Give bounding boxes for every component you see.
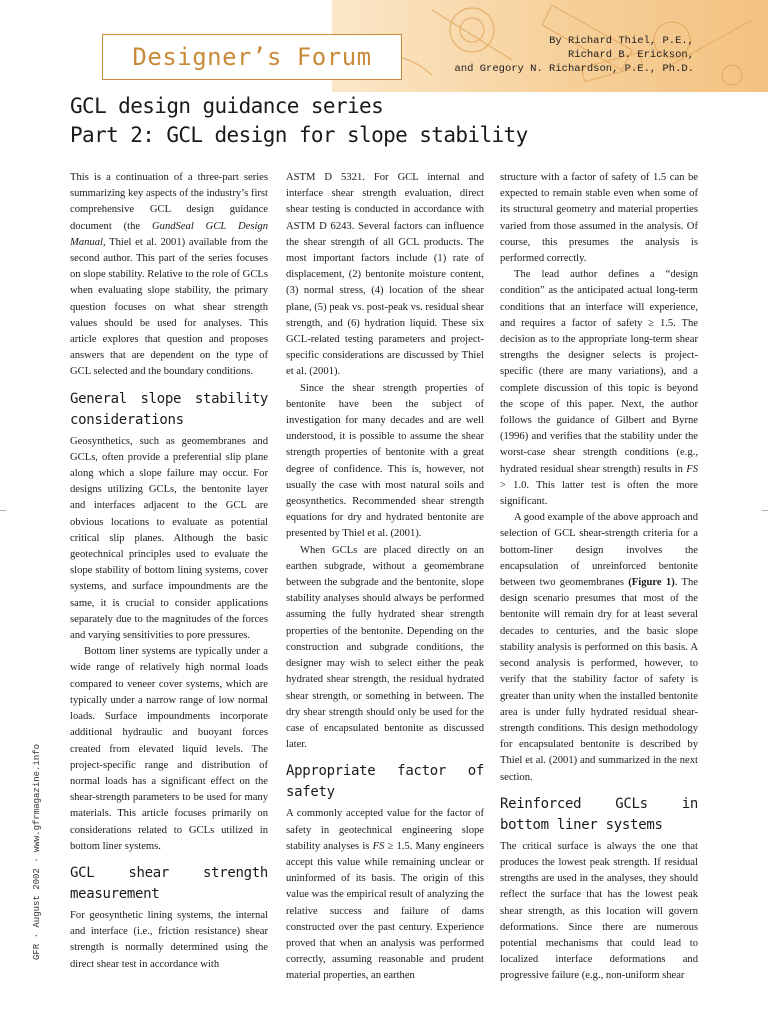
manual-title: GundSeal GCL Design Manual: [70, 220, 268, 248]
crop-mark: [0, 510, 6, 511]
section-title: Designer’s Forum: [132, 43, 372, 71]
paragraph: Since the shear strength properties of bentonite have been the subject of investigation for many decades and are well understood, it is possible to assume the shear strength properties of bentonite with a great degree of confidence. This is, however, not usually the case with most natural soils and geosynthetics. Recommended shear strength equations for dry and hydrated bentonite are presented by Thiel et al. (2001).: [286, 382, 484, 540]
paragraph: Bottom liner systems are typically under a wide range of relatively high normal loads compared to veneer cover systems, which are typically under a narrow range of low normal loads. Surface impoundments incorporate additional hydraulic and buoyant forces created from elevated liquid levels. The project-specific range and distribution of normal loads has a significant effect on the shear-strength parameters to be used for many materials. This article focuses primarily on considerations related to GCLs utilized in bottom liner systems.: [70, 646, 268, 852]
column-1: [70, 170, 268, 973]
paragraph: ASTM D 5321. For GCL internal and interface shear strength evaluation, direct shear testing is conducted in accordance with ASTM D 6243. Several factors can influence the shear strength of all GCL products. The most important factors include (1) rate of displacement, (2) bentonite moisture content, (3) normal stress, (4) location of the shear plane, (5) peak vs. post-peak vs. residual shear strength, and (6) hydration liquid. These six GCL-related testing parameters and project-specific considerations are discussed by Thiel et al. (2001).: [286, 172, 484, 378]
paragraph: The critical surface is always the one that produces the lowest peak strength. If residual strengths are used in the analyses, they should reflect the surface that has the lowest peak shear strength, as this location will govern deformations. Since there are numerous potential mechanisms that could lead to localized interface deformations and progressive failure (e.g., non-uniform shear: [500, 840, 698, 982]
paragraph: The lead author defines a “design condition” as the anticipated actual long-term conditions that an interface will experience, and requires a factor of safety ≥ 1.5. The decision as to the appropriate long-term shear strengths the designer selects is project-specific (there are many variations), and a complete discussion of this topic is beyond the scope of this paper. Next, the author follows the guidance of Gilbert and Byrne (1996) and verifies that the stability under the worst-case shear strength conditions (e.g., hydrated residual shear strength) results in FS > 1.0. This latter test is often the more significant.: [500, 269, 698, 508]
paragraph: A commonly accepted value for the factor of safety in geotechnical engineering slope stability analyses is FS ≥ 1.5. Many engineers accept this value while remaining unclear or uninformed of its basis. The origin of this value was the empirical result of analyzing the relative success and failure of dams constructed over the past century. Experience proved that when an analysis was performed correctly, assuming reasonable and prudent material properties, an earthen: [286, 808, 484, 982]
paragraph: structure with a factor of safety of 1.5 can be expected to remain stable even when some of its structural geometry and material properties varied from those assumed in the analysis. Of course, this presumes the analysis is performed correctly.: [500, 172, 698, 265]
sidebar-text: GFR · August 2002 · www.gfrmagazine.info: [32, 743, 42, 960]
author-line: and Gregory N. Richardson, P.E., Ph.D.: [454, 63, 694, 75]
intro-paragraph: This is a continuation of a three-part series summarizing key aspects of the industry’s first comprehensive GCL design guidance document (the GundSeal GCL Design Manual, Thiel et al. 2001) available from the second author. This part of the series focuses on slope stability. Relative to the role of GCLs when evaluating slope stability, the primary question focuses on what shear strength values should be used for analyses. This article explores that question and proposes answers that are dependent on the type of GCL selected and the boundary conditions.: [70, 172, 268, 378]
heading-reinforced-gcls: Reinforced GCLs in bottom liner systems: [500, 795, 698, 833]
paragraph: A good example of the above approach and selection of GCL shear-strength criteria for a bottom-liner design involves the encapsulation of unreinforced bentonite between two geomembranes (Figure 1). The design scenario presumes that most of the bentonite will remain dry for at least several decades to centuries, and the basic slope stability analysis is performed on this basis. A second analysis is performed, however, to verify that the stability factor of safety is greater than unity when the installed bentonite area is under fully hydrated residual shear- strength conditions. This design methodology for encapsulated bentonite is described by Thiel et al. (2001) and summarized in the next section.: [500, 512, 698, 783]
figure-reference: (Figure 1): [628, 577, 675, 589]
page-sidebar: [30, 743, 44, 960]
author-line: Richard B. Erickson,: [567, 49, 694, 61]
crop-mark: [762, 510, 768, 511]
heading-factor-of-safety: Appropriate factor of safety: [286, 763, 484, 801]
article-title: [70, 92, 528, 150]
column-2: [286, 170, 484, 985]
title-line-2: Part 2: GCL design for slope stability: [70, 123, 528, 147]
heading-general-slope-stability: General slope stability considerations: [70, 390, 268, 428]
paragraph: For geosynthetic lining systems, the internal and interface (i.e., friction resistance) shear strength is normally determined using the direct shear test in accordance with: [70, 909, 268, 970]
paragraph: Geosynthetics, such as geomembranes and GCLs, often provide a preferential slip plane along which a slope failure may occur. For designs utilizing GCLs, the bentonite layer and interfaces adjacent to the GCL are obvious locations to evaluate as potential critical slip planes. Although the basic geotechnical principles used to evaluate the slope stability of bottom lining systems, cover systems, and surface impoundments are the same, it is crucial to consider applications separately due to the magnitudes of the forces and varying sensitivities to pore pressures.: [70, 435, 268, 642]
title-line-1: GCL design guidance series: [70, 94, 384, 118]
column-3: [500, 170, 698, 985]
author-line: By Richard Thiel, P.E.,: [549, 35, 694, 47]
section-banner: [102, 34, 402, 80]
paragraph: When GCLs are placed directly on an earthen subgrade, without a geomembrane between the subgrade and the bentonite, slope stability analyses should always be performed assuming the fully hydrated shear strength properties of the bentonite. Depending on the construction and subgrade conditions, the designer may wish to select either the peak hydrated shear strength, the residual hydrated shear strength, or something in between. The dry shear strength should only be used for the case of encapsulated bentonite as discussed later.: [286, 544, 484, 751]
byline: [455, 34, 694, 76]
heading-shear-strength: GCL shear strength measurement: [70, 864, 268, 902]
